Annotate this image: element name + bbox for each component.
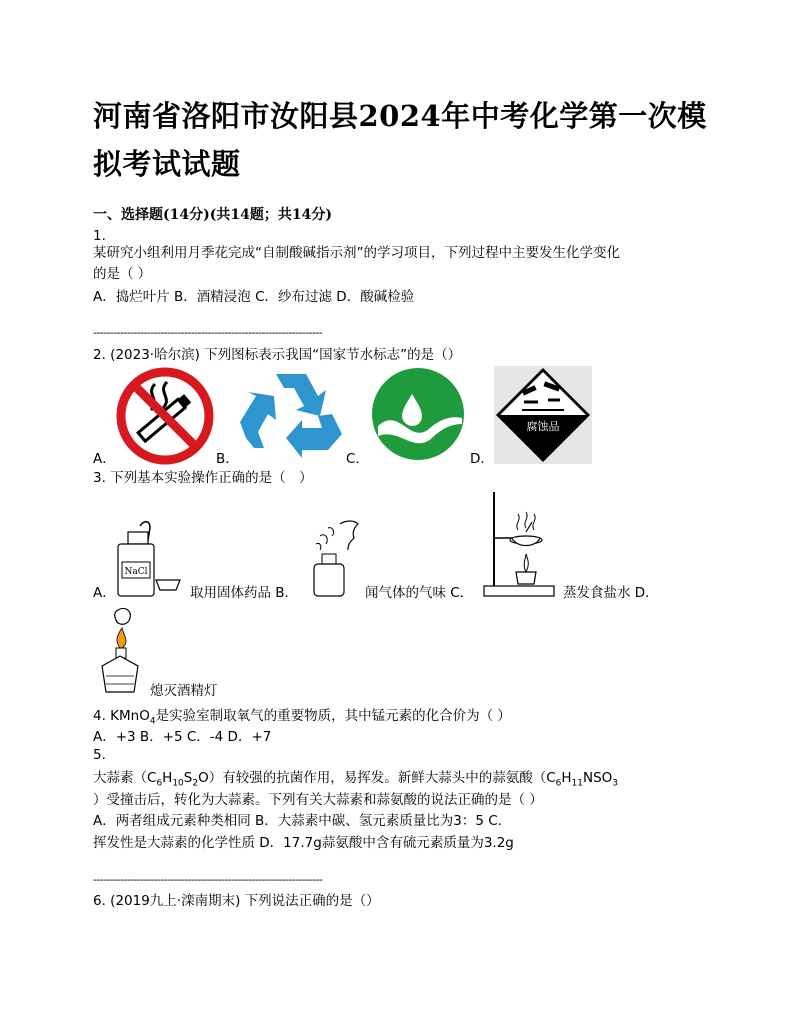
q2-option-a: A． (93, 451, 116, 467)
q2-option-b: B． (216, 451, 239, 467)
q4-stem: 4. KMnO$_4$是实验室制取氧气的重要物质，其中锰元素的化合价为（ ） (93, 708, 511, 727)
nacl-label: NaCl (124, 567, 148, 577)
q5-stem-line1: 大蒜素$(C_6H_{10}S_2O)$有较强的抗菌作用，易挥发。新鲜大蒜头中的蒜氨酸（$C_6H_{11}NSO_3$ (93, 770, 619, 789)
q3-option-a: A． (93, 585, 116, 601)
corrosive-hazard-icon (494, 366, 592, 464)
page-title: 河南省洛阳市汝阳县2024年中考化学第一次模拟考试试题 (93, 99, 707, 181)
q3-stem: 3. 下列基本实验操作正确的是（ ） (93, 470, 313, 486)
section-heading: 一、选择题(14分)(共14题；共14分) (93, 207, 332, 223)
q1-number: 1. (93, 228, 106, 244)
water-saving-icon (370, 366, 466, 462)
q5-stem-line2: ）受撞击后，转化为大蒜素。下列有关大蒜素和蒜氨酸的说法正确的是（ ） (93, 792, 543, 808)
q2-option-c: C． (346, 451, 369, 467)
q1-options: A．捣烂叶片 B．酒精浸泡 C．纱布过滤 D．酸碱检验 (93, 289, 415, 305)
q2-stem: 2. (2023·哈尔滨) 下列图标表示我国“国家节水标志”的是（） (93, 347, 462, 363)
q5-options-line1: A．两者组成元素种类相同 B．大蒜素中碳、氢元素质量比为3：5 C． (93, 813, 512, 829)
evaporation-setup-icon (482, 488, 556, 600)
solid-reagent-bottle-icon (110, 518, 185, 600)
q3-option-c-text: 蒸发食盐水 D． (563, 585, 659, 601)
q3-option-b-text: 闻气体的气味 C． (365, 585, 474, 601)
smelling-gas-icon (306, 514, 362, 600)
corrosive-label: 腐蚀品 (526, 420, 560, 433)
q3-option-d-text: 熄灭酒精灯 (150, 683, 218, 699)
q1-stem-line2: 的是（ ） (93, 266, 152, 282)
q5-options-line2: 挥发性是大蒜素的化学性质 D．17.7g蒜氨酸中含有硫元素质量为3.2g (93, 835, 514, 851)
q4-options: A．+3 B．+5 C．-4 D．+7 (93, 729, 272, 745)
separator-2: -------------------------------------------------------------------- (93, 873, 323, 886)
q3-option-a-text: 取用固体药品 B． (190, 585, 299, 601)
no-smoking-icon (115, 366, 215, 466)
alcohol-lamp-icon (96, 604, 144, 698)
q6-stem: 6. (2019九上·滦南期末) 下列说法正确的是（） (93, 893, 380, 909)
q1-stem-line1: 某研究小组利用月季花完成“自制酸碱指示剂”的学习项目，下列过程中主要发生化学变化 (93, 245, 620, 261)
q5-number: 5. (93, 747, 106, 763)
separator: -------------------------------------------------------------------- (93, 326, 323, 339)
q2-option-d: D． (470, 451, 494, 467)
recycle-icon (236, 366, 346, 462)
